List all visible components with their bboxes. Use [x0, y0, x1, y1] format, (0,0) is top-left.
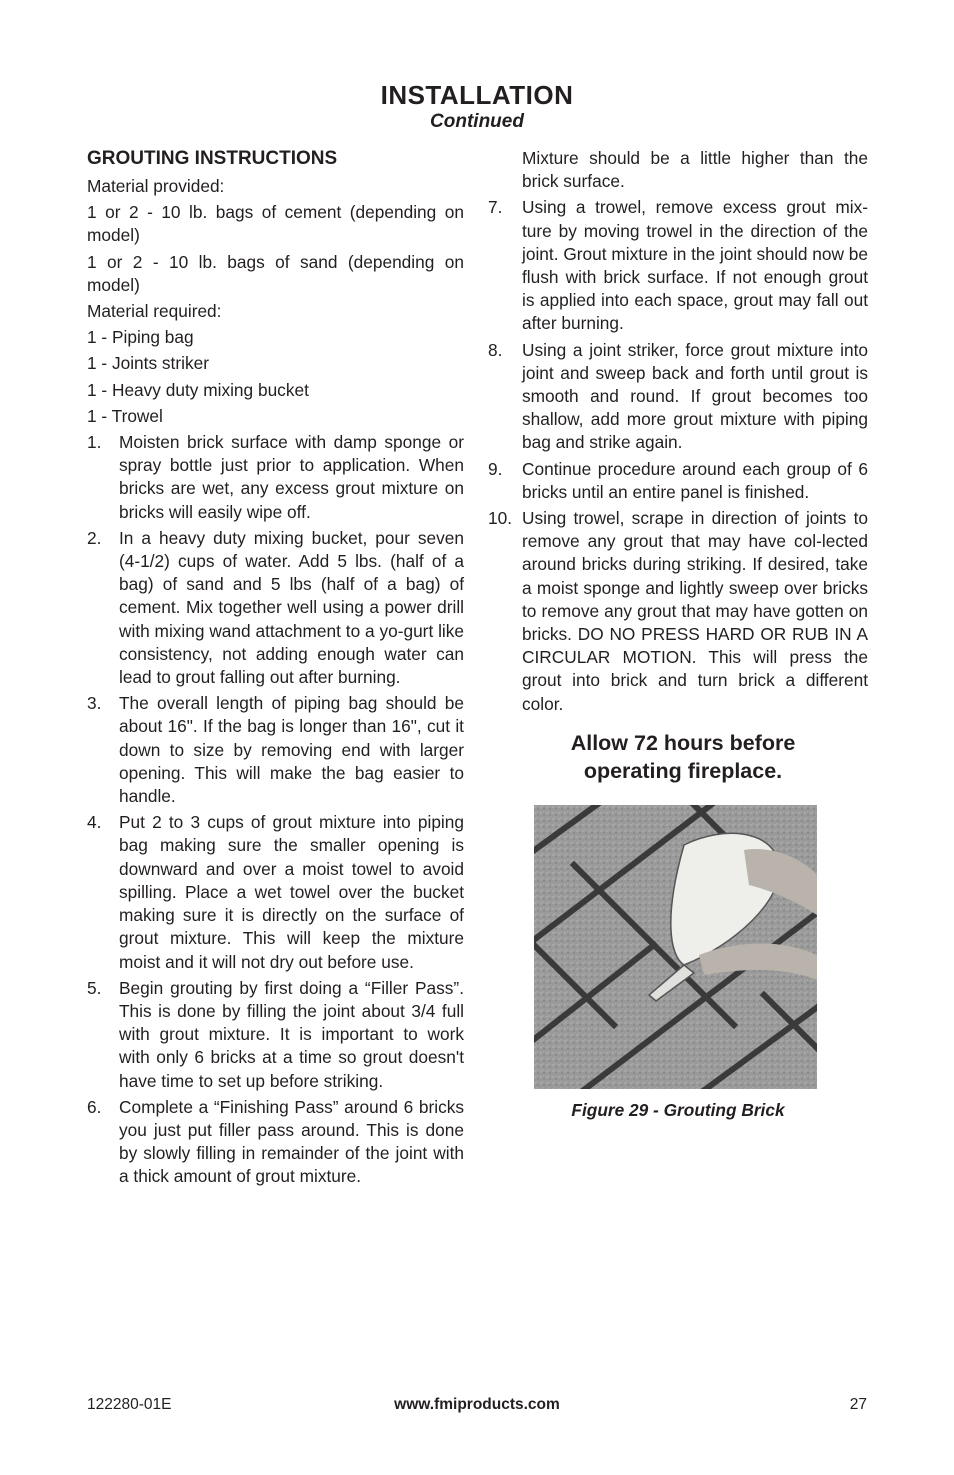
section-heading: GROUTING INSTRUCTIONS [87, 148, 338, 169]
intro-line: 1 - Piping bag [87, 327, 194, 348]
step-item [87, 527, 464, 689]
page-header [0, 80, 954, 134]
intro-line: Material required: [87, 301, 222, 322]
step-number: 8. [488, 339, 503, 360]
cure-time-notice [488, 729, 868, 785]
step-item [87, 431, 464, 524]
step-text: Using a trowel, remove excess grout mix-ture by moving trowel in the direction of the joint. Grout mixture in the joint should now be flush with brick surface. If not enough grout is applied into each space, grout may fall out after burning. [522, 197, 868, 334]
grouting-photo-illustration [534, 805, 817, 1089]
intro-line: 1 - Trowel [87, 405, 163, 426]
step-number: 4. [87, 812, 102, 833]
intro-line: 1 - Joints striker [87, 353, 209, 374]
notice-line: Allow 72 hours before [570, 730, 796, 755]
step-item [87, 1096, 464, 1189]
grouting-brick-photo [534, 805, 817, 1089]
intro-line: Material provided: [87, 176, 225, 196]
step-text: Moisten brick surface with damp sponge or spray bottle just prior to application. When bricks are wet, any excess grout mixture on bricks will easily wipe off. [119, 432, 464, 522]
page-number: 27 [849, 1396, 867, 1413]
step-text: Complete a “Finishing Pass” around 6 bricks you just put filler pass around. This is done by slowly filling in remainder of the joint with a thick amount of grout mixture. [119, 1096, 464, 1187]
figure-caption: Figure 29 - Grouting Brick [571, 1100, 785, 1120]
intro-line: 1 or 2 - 10 lb. bags of cement (depending on model) [87, 202, 464, 246]
step-item [488, 339, 868, 455]
step-item [87, 811, 464, 973]
step-item [488, 196, 868, 335]
notice-line: operating fireplace. [583, 758, 783, 783]
step-number: 5. [87, 977, 102, 998]
step-number: 3. [87, 693, 102, 714]
step-text: Begin grouting by first doing a “Filler Pass”. This is done by filling the joint about 3/4 full with grout mixture. It is important to work with only 6 bricks at a time so grout doesn't have time to set up before striking. [119, 977, 464, 1091]
intro-line: 1 - Heavy duty mixing bucket [87, 379, 309, 400]
step-text: Using trowel, scrape in direction of joints to remove any grout that may have col-lected around bricks during striking. If desired, take a moist sponge and lightly sweep over bricks to remove any grout that may have gotten on bricks. DO NO PRESS HARD OR RUB IN A CIRCULAR MOTION. This will press the grout into brick and turn brick a different color. [522, 508, 868, 714]
step-continuation: Mixture should be a little higher than the brick surface. [522, 148, 868, 192]
step-item [488, 507, 868, 716]
right-column [488, 147, 868, 785]
step-text: The overall length of piping bag should be about 16". If the bag is longer than 16", cut it down to size by removing end with larger opening. This will make the bag easier to handle. [119, 693, 464, 807]
step-number: 2. [87, 527, 102, 548]
document-number: 122280-01E [87, 1396, 172, 1413]
step-number: 1. [87, 432, 102, 453]
website-link: www.fmiproducts.com [394, 1396, 560, 1413]
step-item [87, 977, 464, 1093]
step-text: Put 2 to 3 cups of grout mixture into piping bag making sure the smaller opening is downward and over a moist towel to avoid spilling. Place a wet towel over the bucket making sure it is directly on the surface of grout mixture. This will keep the mixture moist and it will not dry out before use. [119, 812, 464, 972]
step-item [87, 692, 464, 808]
step-text: In a heavy duty mixing bucket, pour seven (4-1/2) cups of water. Add 5 lbs. (half of a bag) of sand and 5 lbs (half of a bag) of cement. Mix together well using a power drill with mixing wand attachment to a yo-gurt like consistency, not adding enough water can lead to grout falling out after burning. [119, 527, 464, 688]
step-item [488, 458, 868, 504]
left-column [87, 147, 464, 1192]
page-subtitle: Continued [430, 111, 524, 132]
step-text: Continue procedure around each group of 6 bricks until an entire panel is finished. [522, 458, 868, 502]
step-number: 9. [488, 458, 503, 479]
page-title: INSTALLATION [380, 80, 574, 110]
intro-line: 1 or 2 - 10 lb. bags of sand (depending on model) [87, 251, 464, 295]
step-number: 6. [87, 1096, 102, 1117]
step-number: 10. [488, 508, 513, 529]
step-number: 7. [488, 197, 503, 218]
step-text: Using a joint striker, force grout mixture into joint and sweep back and forth until grout is smooth and round. If grout becomes too shallow, add more grout mixture with piping bag and strike again. [522, 339, 868, 453]
